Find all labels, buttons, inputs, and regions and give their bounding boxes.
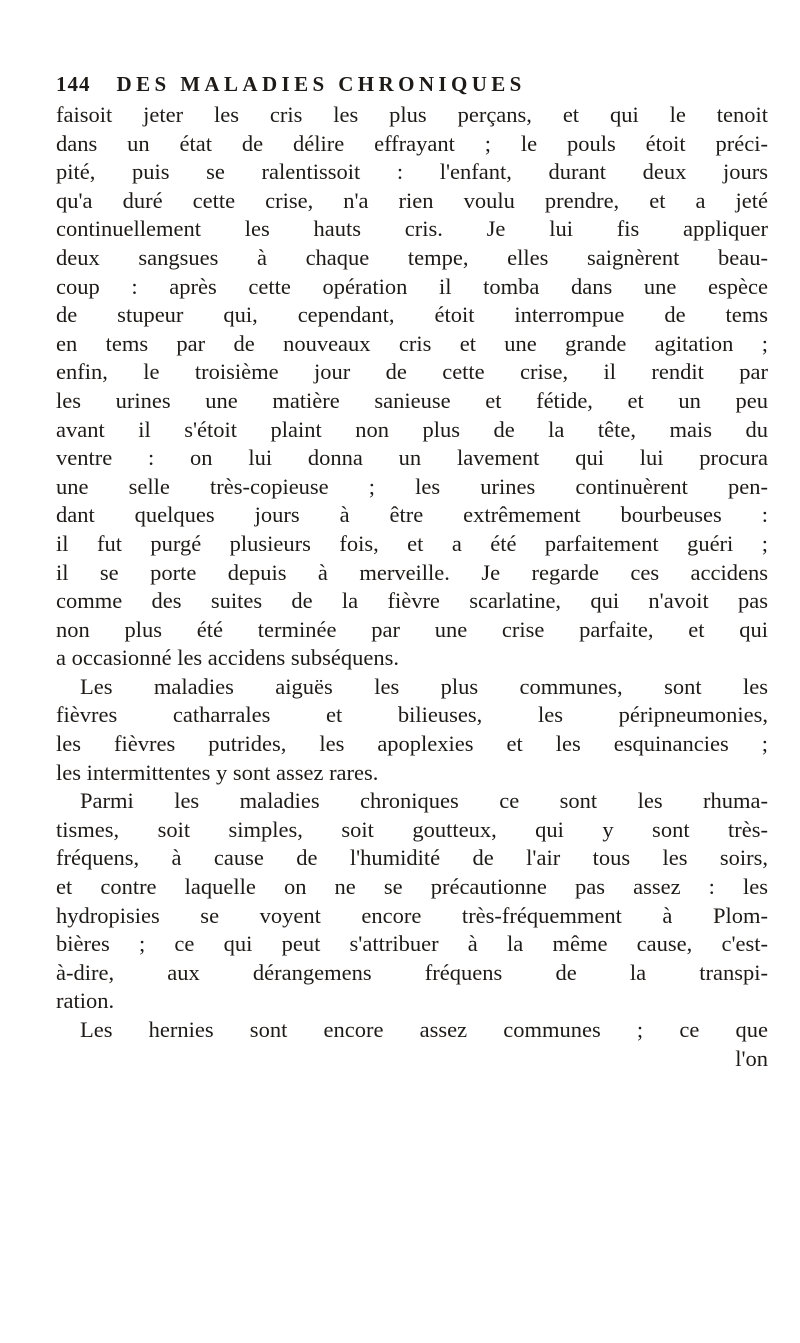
- text-line: faisoit jeter les cris les plus perçans, et qui le tenoit: [56, 102, 768, 127]
- text-line: pité, puis se ralentissoit : l'enfant, durant deux jours: [56, 159, 768, 185]
- running-head: [56, 64, 776, 104]
- text-line: en tems par de nouveaux cris et une grande agitation ;: [56, 330, 768, 356]
- text-line: une selle très-copieuse ; les urines continuèrent pen-: [56, 473, 768, 499]
- text-line: enfin, le troisième jour de cette crise, il rendit par: [56, 359, 768, 385]
- text-line: à-dire, aux dérangemens fréquens de la transpi-: [56, 959, 768, 985]
- text-line: avant il s'étoit plaint non plus de la tête, mais du: [56, 416, 768, 442]
- text-line: dant quelques jours à être extrêmement bourbeuses :: [56, 502, 768, 528]
- text-line: les fièvres putrides, les apoplexies et les esquinancies ;: [56, 731, 768, 757]
- text-line: fréquens, à cause de l'humidité de l'air tous les soirs,: [56, 845, 768, 871]
- text-line: et contre laquelle on ne se précautionne pas assez : les: [56, 874, 768, 900]
- text-line: ventre : on lui donna un lavement qui lui procura: [56, 445, 768, 471]
- text-line: dans un état de délire effrayant ; le pouls étoit préci-: [56, 130, 768, 156]
- text-line: non plus été terminée par une crise parfaite, et qui: [56, 616, 768, 642]
- text-line: comme des suites de la fièvre scarlatine, qui n'avoit pas: [56, 588, 768, 614]
- text-line: bières ; ce qui peut s'attribuer à la même cause, c'est-: [56, 931, 768, 957]
- body-text: [56, 101, 768, 1073]
- text-line: Les hernies sont encore assez communes ; ce que: [80, 1017, 768, 1042]
- text-line: Les maladies aiguës les plus communes, sont les: [80, 673, 768, 699]
- text-line: coup : après cette opération il tomba dans une espèce: [56, 273, 768, 299]
- running-title: DES MALADIES CHRONIQUES: [116, 72, 526, 96]
- text-line: continuellement les hauts cris. Je lui fis appliquer: [56, 216, 768, 242]
- text-line: fièvres catharrales et bilieuses, les péripneumonies,: [56, 702, 768, 728]
- text-line: de stupeur qui, cependant, étoit interrompue de tems: [56, 302, 768, 328]
- text-line: a occasionné les accidens subséquens.: [56, 645, 400, 671]
- text-line: deux sangsues à chaque tempe, elles saignèrent beau-: [56, 244, 768, 270]
- text-line: qu'a duré cette crise, n'a rien voulu prendre, et a jeté: [56, 187, 768, 213]
- text-line: Parmi les maladies chroniques ce sont les rhuma-: [80, 788, 768, 814]
- text-line: les urines une matière sanieuse et fétide, et un peu: [56, 387, 768, 413]
- text-line: il se porte depuis à merveille. Je regarde ces accidens: [56, 559, 768, 585]
- text-line: les intermittentes y sont assez rares.: [56, 759, 379, 785]
- page-number: 144: [56, 72, 91, 96]
- text-line: il fut purgé plusieurs fois, et a été parfaitement guéri ;: [56, 530, 768, 556]
- text-line: l'on: [735, 1045, 768, 1071]
- text-line: hydropisies se voyent encore très-fréquemment à Plom-: [56, 902, 768, 928]
- text-line: ration.: [56, 988, 115, 1014]
- text-line: tismes, soit simples, soit goutteux, qui y sont très-: [56, 816, 768, 842]
